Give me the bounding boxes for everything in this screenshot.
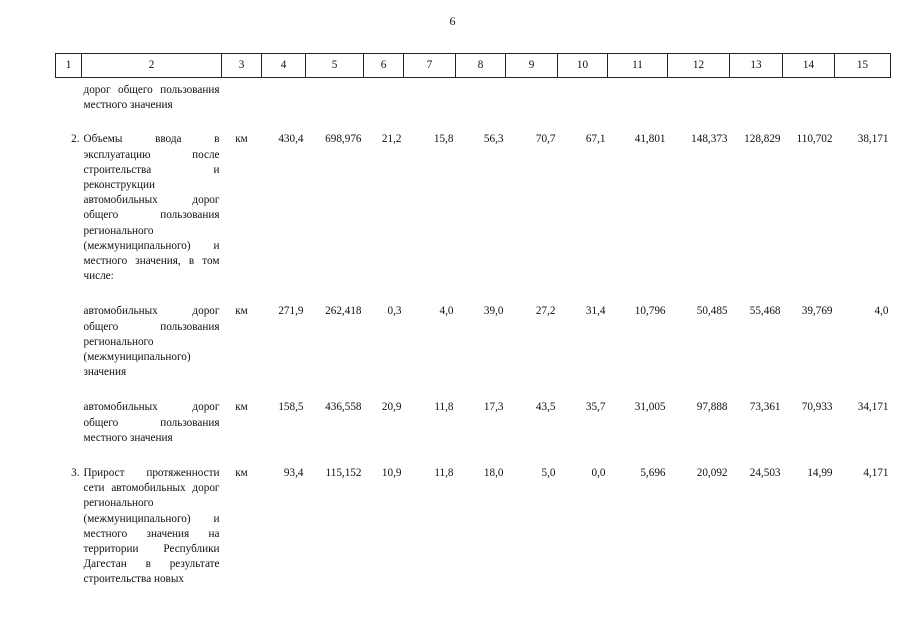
row-value: 17,3	[483, 401, 504, 414]
row-description: Объемы ввода в эксплуатацию после строительства и реконструкции автомобильных дорог общего пользования регионального (межмуниципального) и местного значения, в том числе:	[83, 133, 220, 283]
table-row	[56, 460, 891, 602]
row-value: 41,801	[634, 133, 666, 146]
row-unit: км	[235, 133, 248, 146]
row-description: Прирост протяженности сети автомобильных дорог регионального (межмуниципального) и местного значения на территории Республики Дагестан в результате строительства новых	[83, 467, 220, 586]
row-value: 110,702	[796, 133, 833, 146]
row-description: автомобильных дорог общего пользования регионального (межмуниципального) значения	[83, 305, 220, 379]
row-value: 11,8	[434, 467, 454, 480]
row-value: 50,485	[696, 305, 728, 318]
table-row	[56, 298, 891, 394]
row-value: 698,976	[325, 133, 362, 146]
row-value: 39,769	[801, 305, 833, 318]
row-value: 430,4	[278, 133, 304, 146]
row-value: 20,092	[696, 467, 728, 480]
row-value	[783, 78, 835, 127]
row-value	[730, 78, 783, 127]
column-header: 12	[668, 54, 730, 78]
column-header: 4	[262, 54, 306, 78]
row-value: 128,829	[744, 133, 781, 146]
row-value: 27,2	[535, 305, 556, 318]
row-value: 262,418	[325, 305, 362, 318]
row-value: 115,152	[325, 467, 362, 480]
row-value	[306, 78, 364, 127]
row-value: 20,9	[381, 401, 402, 414]
row-value: 436,558	[325, 401, 362, 414]
row-value: 10,796	[634, 305, 666, 318]
row-index	[56, 394, 82, 460]
column-header: 11	[608, 54, 668, 78]
row-value: 43,5	[535, 401, 556, 414]
row-index	[56, 78, 82, 127]
column-header: 9	[506, 54, 558, 78]
row-value	[404, 78, 456, 127]
row-value: 67,1	[585, 133, 606, 146]
column-header: 8	[456, 54, 506, 78]
row-value	[608, 78, 668, 127]
page-number: 6	[449, 14, 456, 28]
row-unit: км	[235, 401, 248, 414]
column-header: 10	[558, 54, 608, 78]
row-index: 3.	[71, 467, 80, 480]
row-value: 0,3	[387, 305, 402, 318]
row-value: 70,7	[535, 133, 556, 146]
table-row	[56, 394, 891, 460]
row-value: 24,503	[749, 467, 781, 480]
row-value: 148,373	[691, 133, 728, 146]
row-value: 4,171	[863, 467, 889, 480]
row-value: 73,361	[749, 401, 781, 414]
column-header: 2	[82, 54, 222, 78]
row-description: дорог общего пользования местного значения	[83, 84, 220, 112]
row-value: 56,3	[483, 133, 504, 146]
table-row	[56, 126, 891, 298]
row-unit: км	[235, 305, 248, 318]
row-value: 35,7	[585, 401, 606, 414]
row-value: 10,9	[381, 467, 402, 480]
column-header: 7	[404, 54, 456, 78]
column-header: 15	[835, 54, 891, 78]
row-value: 34,171	[857, 401, 889, 414]
row-unit: км	[235, 467, 248, 480]
row-value: 0,0	[591, 467, 606, 480]
row-value	[456, 78, 506, 127]
header-row	[56, 54, 891, 78]
row-value: 5,696	[640, 467, 666, 480]
row-value: 4,0	[874, 305, 889, 318]
row-value: 55,468	[749, 305, 781, 318]
indicators-table	[55, 53, 891, 602]
row-value: 271,9	[278, 305, 304, 318]
column-header: 13	[730, 54, 783, 78]
row-description: автомобильных дорог общего пользования местного значения	[83, 401, 220, 444]
row-value: 21,2	[381, 133, 402, 146]
column-header: 3	[222, 54, 262, 78]
row-unit	[222, 78, 262, 127]
row-value: 15,8	[433, 133, 454, 146]
row-value: 5,0	[541, 467, 556, 480]
row-value: 31,4	[585, 305, 606, 318]
table-row	[56, 78, 891, 127]
row-value	[262, 78, 306, 127]
row-value: 14,99	[807, 467, 833, 480]
row-value	[364, 78, 404, 127]
row-index	[56, 298, 82, 394]
column-header: 5	[306, 54, 364, 78]
row-value: 18,0	[483, 467, 504, 480]
column-header: 6	[364, 54, 404, 78]
row-value: 158,5	[278, 401, 304, 414]
row-index: 2.	[71, 133, 80, 146]
row-value	[506, 78, 558, 127]
row-value: 93,4	[283, 467, 304, 480]
column-header: 1	[56, 54, 82, 78]
row-value: 39,0	[483, 305, 504, 318]
row-value	[668, 78, 730, 127]
row-value	[558, 78, 608, 127]
row-value: 11,8	[434, 401, 454, 414]
row-value: 97,888	[696, 401, 728, 414]
column-header: 14	[783, 54, 835, 78]
row-value: 70,933	[801, 401, 833, 414]
row-value: 38,171	[857, 133, 889, 146]
row-value: 4,0	[439, 305, 454, 318]
row-value: 31,005	[634, 401, 666, 414]
row-value	[835, 78, 891, 127]
